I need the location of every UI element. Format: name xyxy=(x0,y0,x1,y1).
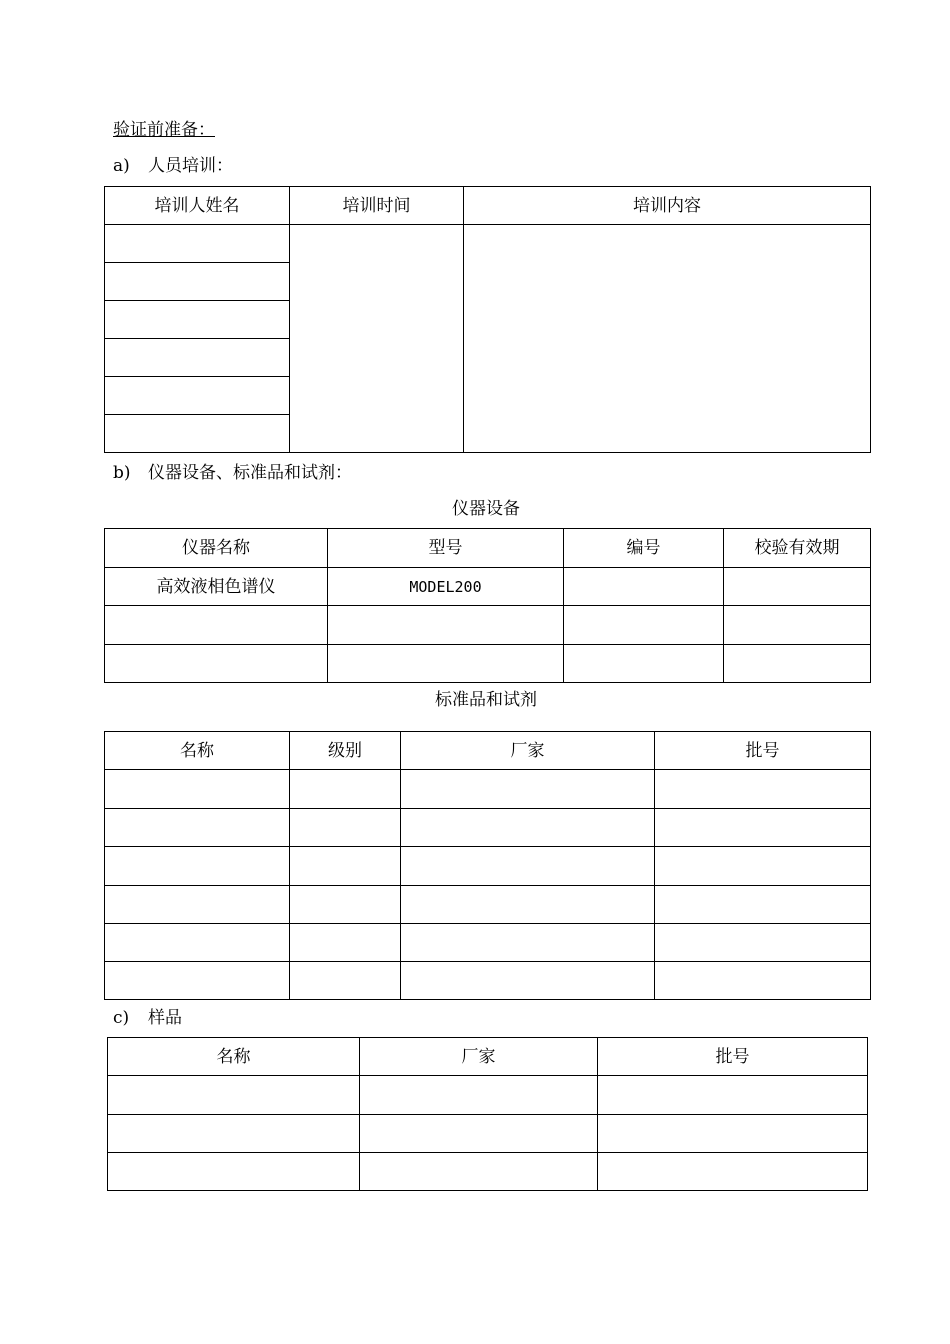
table-row xyxy=(105,770,871,809)
serial-number-cell[interactable] xyxy=(564,606,724,645)
model-cell[interactable] xyxy=(328,645,564,683)
serial-number-cell[interactable] xyxy=(564,645,724,683)
table-row xyxy=(105,809,871,847)
manufacturer-cell[interactable] xyxy=(401,924,655,962)
instrument-name-cell[interactable] xyxy=(105,645,328,683)
manufacturer-cell[interactable] xyxy=(401,886,655,924)
header-trainee-name: 培训人姓名 xyxy=(105,187,290,225)
header-sample-manufacturer: 厂家 xyxy=(360,1038,598,1076)
model-cell[interactable] xyxy=(328,606,564,645)
grade-cell[interactable] xyxy=(290,886,401,924)
table-row xyxy=(108,1076,868,1115)
manufacturer-cell[interactable] xyxy=(401,847,655,886)
table-row xyxy=(105,568,871,606)
instruments-table xyxy=(104,528,871,683)
table-row xyxy=(105,645,871,683)
sample-name-cell[interactable] xyxy=(108,1076,360,1115)
section-heading: 验证前准备： xyxy=(113,120,215,140)
header-name: 名称 xyxy=(105,732,290,770)
header-sample-batch-number: 批号 xyxy=(598,1038,868,1076)
header-grade: 级别 xyxy=(290,732,401,770)
table-row xyxy=(105,924,871,962)
name-cell[interactable] xyxy=(105,770,290,809)
training-content-cell[interactable] xyxy=(464,225,871,453)
sample-manufacturer-cell[interactable] xyxy=(360,1153,598,1191)
grade-cell[interactable] xyxy=(290,924,401,962)
sample-batch-number-cell[interactable] xyxy=(598,1115,868,1153)
header-manufacturer: 厂家 xyxy=(401,732,655,770)
header-sample-name: 名称 xyxy=(108,1038,360,1076)
samples-header-row xyxy=(108,1038,868,1076)
manufacturer-cell[interactable] xyxy=(401,962,655,1000)
section-c-marker: c) xyxy=(113,1008,130,1028)
instrument-name-cell[interactable]: 高效液相色谱仪 xyxy=(105,568,328,606)
trainee-name-cell[interactable] xyxy=(105,225,290,263)
sample-name-cell[interactable] xyxy=(108,1153,360,1191)
name-cell[interactable] xyxy=(105,886,290,924)
table-row xyxy=(105,847,871,886)
table-row xyxy=(105,606,871,645)
trainee-name-cell[interactable] xyxy=(105,339,290,377)
batch-number-cell[interactable] xyxy=(655,924,871,962)
batch-number-cell[interactable] xyxy=(655,847,871,886)
training-header-row xyxy=(105,187,871,225)
table-row xyxy=(108,1153,868,1191)
table-row xyxy=(105,225,871,263)
calibration-validity-cell[interactable] xyxy=(724,645,871,683)
batch-number-cell[interactable] xyxy=(655,886,871,924)
serial-number-cell[interactable] xyxy=(564,568,724,606)
table-row xyxy=(105,962,871,1000)
standards-table xyxy=(104,731,871,1000)
batch-number-cell[interactable] xyxy=(655,770,871,809)
grade-cell[interactable] xyxy=(290,809,401,847)
calibration-validity-cell[interactable] xyxy=(724,606,871,645)
name-cell[interactable] xyxy=(105,847,290,886)
trainee-name-cell[interactable] xyxy=(105,263,290,301)
instruments-caption: 仪器设备 xyxy=(452,499,520,519)
trainee-name-cell[interactable] xyxy=(105,415,290,453)
trainee-name-cell[interactable] xyxy=(105,377,290,415)
grade-cell[interactable] xyxy=(290,962,401,1000)
header-serial-number: 编号 xyxy=(564,529,724,568)
training-time-cell[interactable] xyxy=(290,225,464,453)
section-a-marker: a) xyxy=(113,156,130,176)
grade-cell[interactable] xyxy=(290,770,401,809)
name-cell[interactable] xyxy=(105,809,290,847)
section-b-marker: b) xyxy=(113,463,131,483)
header-model: 型号 xyxy=(328,529,564,568)
table-row xyxy=(108,1115,868,1153)
table-row xyxy=(105,886,871,924)
standards-caption: 标准品和试剂 xyxy=(435,690,537,710)
section-b-title: 仪器设备、标准品和试剂： xyxy=(148,463,352,483)
sample-batch-number-cell[interactable] xyxy=(598,1076,868,1115)
sample-batch-number-cell[interactable] xyxy=(598,1153,868,1191)
manufacturer-cell[interactable] xyxy=(401,809,655,847)
header-instrument-name: 仪器名称 xyxy=(105,529,328,568)
standards-header-row xyxy=(105,732,871,770)
manufacturer-cell[interactable] xyxy=(401,770,655,809)
sample-name-cell[interactable] xyxy=(108,1115,360,1153)
header-batch-number: 批号 xyxy=(655,732,871,770)
header-training-content: 培训内容 xyxy=(464,187,871,225)
model-cell[interactable]: MODEL200 xyxy=(328,568,564,606)
header-calibration-validity: 校验有效期 xyxy=(724,529,871,568)
samples-table xyxy=(107,1037,868,1191)
calibration-validity-cell[interactable] xyxy=(724,568,871,606)
grade-cell[interactable] xyxy=(290,847,401,886)
section-c-title: 样品 xyxy=(148,1008,182,1028)
instrument-name-cell[interactable] xyxy=(105,606,328,645)
trainee-name-cell[interactable] xyxy=(105,301,290,339)
training-table xyxy=(104,186,871,453)
header-training-time: 培训时间 xyxy=(290,187,464,225)
name-cell[interactable] xyxy=(105,924,290,962)
name-cell[interactable] xyxy=(105,962,290,1000)
batch-number-cell[interactable] xyxy=(655,809,871,847)
batch-number-cell[interactable] xyxy=(655,962,871,1000)
sample-manufacturer-cell[interactable] xyxy=(360,1076,598,1115)
sample-manufacturer-cell[interactable] xyxy=(360,1115,598,1153)
instruments-header-row xyxy=(105,529,871,568)
section-a-title: 人员培训： xyxy=(148,156,233,176)
